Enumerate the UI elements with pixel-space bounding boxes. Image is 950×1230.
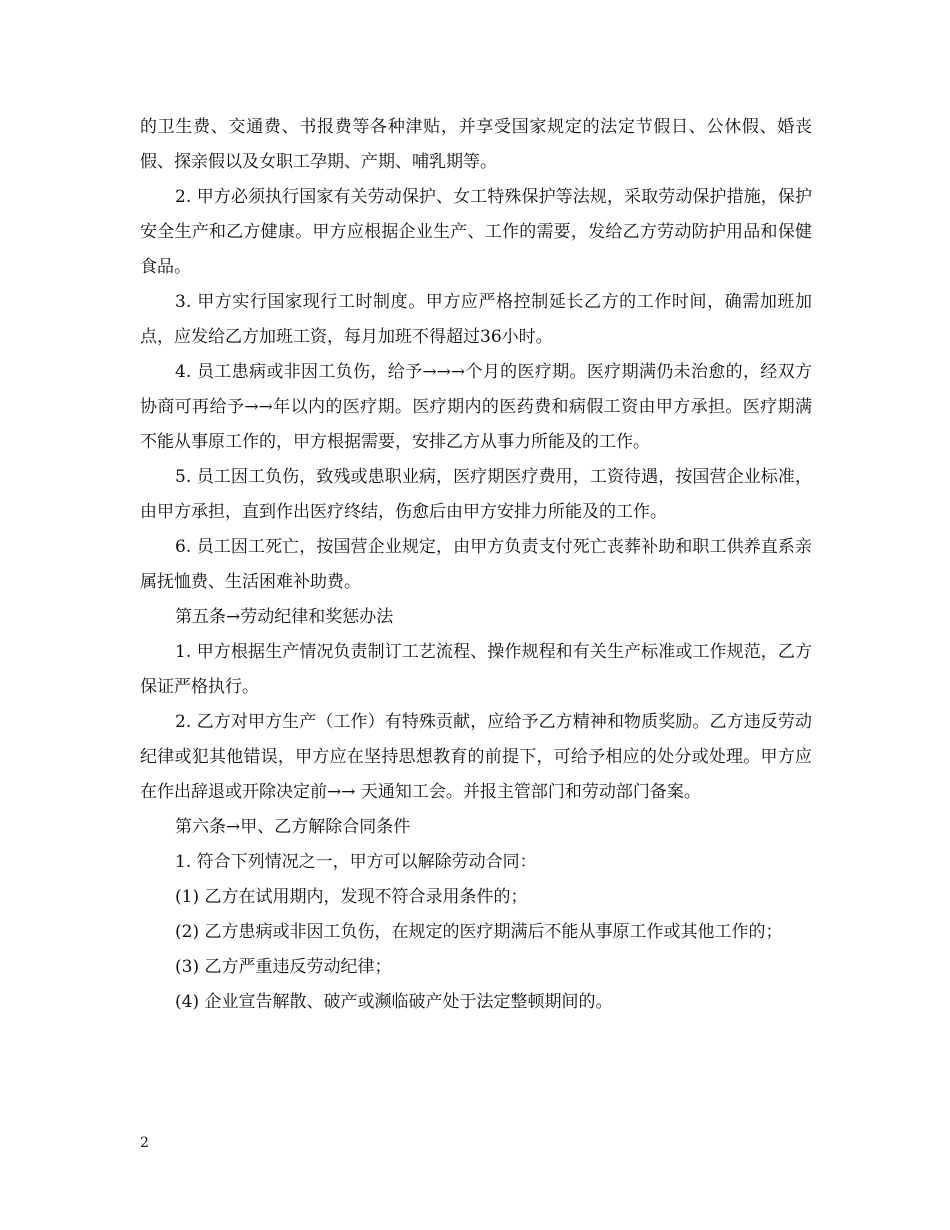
paragraph: 3. 甲方实行国家现行工时制度。甲方应严格控制延长乙方的工作时间，确需加班加点，应发给乙方加班工资，每月加班不得超过36小时。 <box>140 292 812 347</box>
paragraph: 5. 员工因工负伤，致残或患职业病，医疗期医疗费用，工资待遇，按国营企业标准，由甲方承担，直到作出医疗终结，伤愈后由甲方安排力所能及的工作。 <box>140 467 812 522</box>
paragraph: 2. 乙方对甲方生产（工作）有特殊贡献，应给予乙方精神和物质奖励。乙方违反劳动纪律或犯其他错误，甲方应在坚持思想教育的前提下，可给予相应的处分或处理。甲方应在作出辞退或开除决定前→→ 天通知工会。并报主管部门和劳动部门备案。 <box>140 712 812 802</box>
paragraph: 的卫生费、交通费、书报费等各种津贴，并享受国家规定的法定节假日、公休假、婚丧假、探亲假以及女职工孕期、产期、哺乳期等。 <box>140 117 812 172</box>
list-item: (3) 乙方严重违反劳动纪律； <box>175 957 392 977</box>
list-item: (1) 乙方在试用期内，发现不符合录用条件的； <box>175 887 528 907</box>
paragraph: 6. 员工因工死亡，按国营企业规定，由甲方负责支付死亡丧葬补助和职工供养直系亲属抚恤费、生活困难补助费。 <box>140 537 812 592</box>
paragraph: 1. 符合下列情况之一，甲方可以解除劳动合同： <box>175 852 537 872</box>
document-body <box>140 110 812 1020</box>
page-number: 2 <box>140 1135 149 1151</box>
list-item: (2) 乙方患病或非因工负伤，在规定的医疗期满后不能从事原工作或其他工作的； <box>175 922 783 942</box>
paragraph: 1. 甲方根据生产情况负责制订工艺流程、操作规程和有关生产标准或工作规范，乙方保证严格执行。 <box>140 642 812 697</box>
section-heading: 第六条→甲、乙方解除合同条件 <box>175 817 411 837</box>
paragraph: 2. 甲方必须执行国家有关劳动保护、女工特殊保护等法规，采取劳动保护措施，保护安全生产和乙方健康。甲方应根据企业生产、工作的需要，发给乙方劳动防护用品和保健食品。 <box>140 187 812 277</box>
list-item: (4) 企业宣告解散、破产或濒临破产处于法定整顿期间的。 <box>175 992 613 1012</box>
paragraph: 4. 员工患病或非因工负伤，给予→→→个月的医疗期。医疗期满仍未治愈的，经双方协商可再给予→→年以内的医疗期。医疗期内的医药费和病假工资由甲方承担。医疗期满不能从事原工作的，甲方根据需要，安排乙方从事力所能及的工作。 <box>140 362 812 452</box>
section-heading: 第五条→劳动纪律和奖惩办法 <box>175 607 394 627</box>
